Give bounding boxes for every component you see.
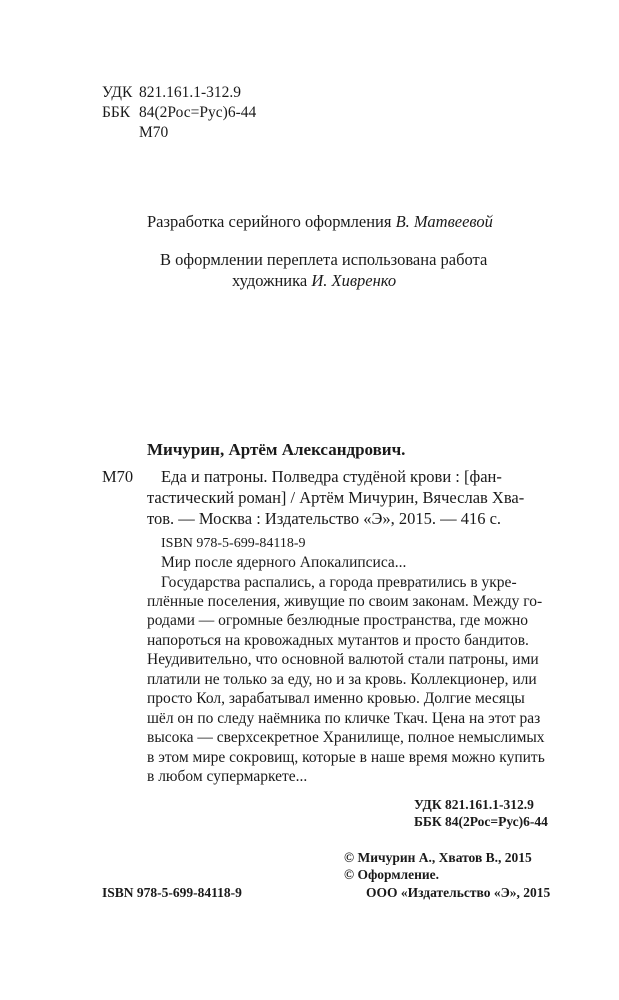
cover-credit-name: И. Хивренко xyxy=(311,271,397,290)
bbk-value: 84(2Рос=Рус)6-44 xyxy=(139,104,257,121)
bbk-line xyxy=(102,103,256,123)
annotation-line-11: в любом супермаркете... xyxy=(147,768,308,785)
entry-line-1: Еда и патроны. Полведра студёной крови : [фан- xyxy=(161,467,502,486)
bbk-label: ББК xyxy=(102,104,131,121)
series-design-name: В. Матвеевой xyxy=(395,212,493,231)
udk-value: 821.161.1-312.9 xyxy=(139,84,242,101)
cover-credit-prefix: художника xyxy=(232,271,308,290)
annotation-line-2: плённые поселения, живущие по своим законам. Между го- xyxy=(147,593,543,610)
codes-bbk: ББК 84(2Рос=Рус)6-44 xyxy=(414,814,548,829)
entry-heading: Мичурин, Артём Александрович. xyxy=(147,440,406,459)
codes-udk: УДК 821.161.1-312.9 xyxy=(414,797,534,812)
entry-author-sign: М70 xyxy=(102,467,134,486)
annotation-line-8: шёл он по следу наёмника по кличке Ткач. Цена на этот раз xyxy=(147,710,541,727)
entry-line-3: тов. — Москва : Издательство «Э», 2015. — 416 с. xyxy=(147,509,502,528)
udk-label: УДК xyxy=(102,84,133,101)
classification-block xyxy=(102,83,256,143)
author-sign: М70 xyxy=(139,124,169,141)
cover-credit-line2 xyxy=(232,270,396,291)
annotation-line-1: Государства распались, а города превратились в укре- xyxy=(161,574,517,591)
copyright-line-3: ООО «Издательство «Э», 2015 xyxy=(366,885,551,900)
annotation-line-5: Неудивительно, что основной валютой стали патроны, ими xyxy=(147,651,539,668)
entry-isbn: ISBN 978-5-699-84118-9 xyxy=(161,536,306,551)
annotation-line-7: просто Кол, зарабатывал именно кровью. Долгие месяцы xyxy=(147,690,525,707)
annotation-line-10: в этом мире сокровищ, которые в наше время можно купить xyxy=(147,749,545,766)
series-design-prefix: Разработка серийного оформления xyxy=(147,212,392,231)
annotation-line-3: родами — огромные безлюдные пространства, где можно xyxy=(147,612,529,629)
copyright-line-1: © Мичурин А., Хватов В., 2015 xyxy=(344,850,532,865)
udk-line xyxy=(102,83,256,103)
series-design-credit xyxy=(147,211,493,232)
annotation-line-4: напороться на кровожадных мутантов и просто бандитов. xyxy=(147,632,529,649)
annotation-line-6: платили не только за еду, но и за кровь. Коллекционер, или xyxy=(147,671,537,688)
footer-isbn: ISBN 978-5-699-84118-9 xyxy=(102,885,242,900)
annotation-line-9: высока — сверхсекретное Хранилище, полное немыслимых xyxy=(147,729,545,746)
cover-credit-line1: В оформлении переплета использована работа xyxy=(160,250,488,269)
copyright-line-2: © Оформление. xyxy=(344,867,440,882)
entry-line-2: тастический роман] / Артём Мичурин, Вячеслав Хва- xyxy=(147,488,525,507)
annotation-first-line: Мир после ядерного Апокалипсиса... xyxy=(161,554,407,571)
